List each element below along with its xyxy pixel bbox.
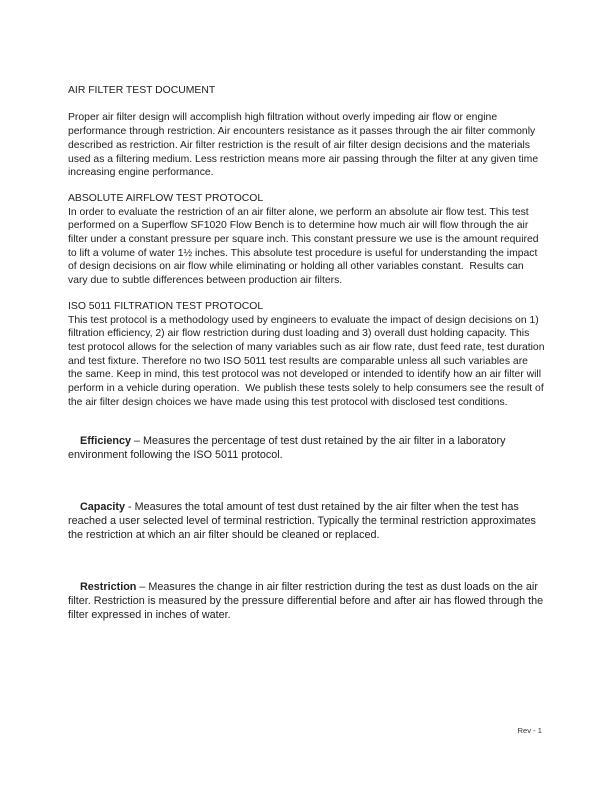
section-heading-iso-5011: ISO 5011 FILTRATION TEST PROTOCOL	[68, 300, 264, 312]
definition-text-restriction: Measures the change in air filter restriction during the test as dust loads on the air filter. Restriction is measured by the pressure differential before and after air has flowed through the filter expressed in inches of water.	[68, 581, 547, 621]
section-absolute-airflow	[68, 192, 545, 288]
definition-text-capacity: Measures the total amount of test dust retained by the air filter when the test has reached a user selected level of terminal restriction. Typically the terminal restriction approximates the restriction at which an air filter should be cleaned or replaced.	[68, 501, 539, 541]
definition-separator: –	[136, 581, 149, 594]
definition-term-restriction: Restriction	[80, 581, 137, 594]
definition-text-efficiency: Measures the percentage of test dust retained by the air filter in a laboratory environment following the ISO 5011 protocol.	[68, 435, 509, 461]
section-heading-absolute-airflow: ABSOLUTE AIRFLOW TEST PROTOCOL	[68, 192, 264, 204]
definition-capacity	[68, 488, 545, 556]
section-body-iso-5011: This test protocol is a methodology used by engineers to evaluate the impact of design decisions on 1) filtration efficiency, 2) air flow restriction during dust loading and 3) overall dust holding capacity. This test protocol allows for the selection of many variables such as air flow rate, dust feed rate, test duration and test fixture. Therefore no two ISO 5011 test results are comparable unless all such variables are the same. Keep in mind, this test protocol was not developed or intended to identify how an air filter will perform in a vehicle during operation. We publish these tests solely to help consumers see the result of the air filter design choices we have made using this test protocol with disclosed test conditions.	[68, 314, 548, 408]
section-iso-5011	[68, 300, 548, 410]
definition-separator: -	[125, 501, 135, 514]
intro-paragraph: Proper air filter design will accomplish high filtration without overly impeding air flow or engine performance through restriction. Air encounters resistance as it passes through the air filter commonly described as restriction. Air filter restriction is the result of air filter design decisions and the materials used as a filtering medium. Less restriction means more air passing through the filter at any given time increasing engine performance.	[68, 112, 542, 179]
definition-separator: –	[131, 435, 144, 448]
definition-term-efficiency: Efficiency	[80, 435, 132, 448]
definition-restriction	[68, 568, 545, 636]
section-body-absolute-airflow: In order to evaluate the restriction of an air filter alone, we perform an absolute air flow test. This test performed on a Superflow SF1020 Flow Bench is to determine how much air will flow through the air filter under a constant pressure per square inch. This constant pressure we use is the amount required to lift a volume of water 1½ inches. This absolute test procedure is useful for understanding the impact of design decisions on air flow while eliminating or holding all other variables constant. Results can vary due to subtle differences between production air filters.	[68, 206, 542, 287]
revision-label: Rev - 1	[517, 726, 542, 735]
document-title: AIR FILTER TEST DOCUMENT	[68, 85, 216, 96]
definition-efficiency	[68, 421, 545, 475]
definition-term-capacity: Capacity	[80, 501, 126, 514]
